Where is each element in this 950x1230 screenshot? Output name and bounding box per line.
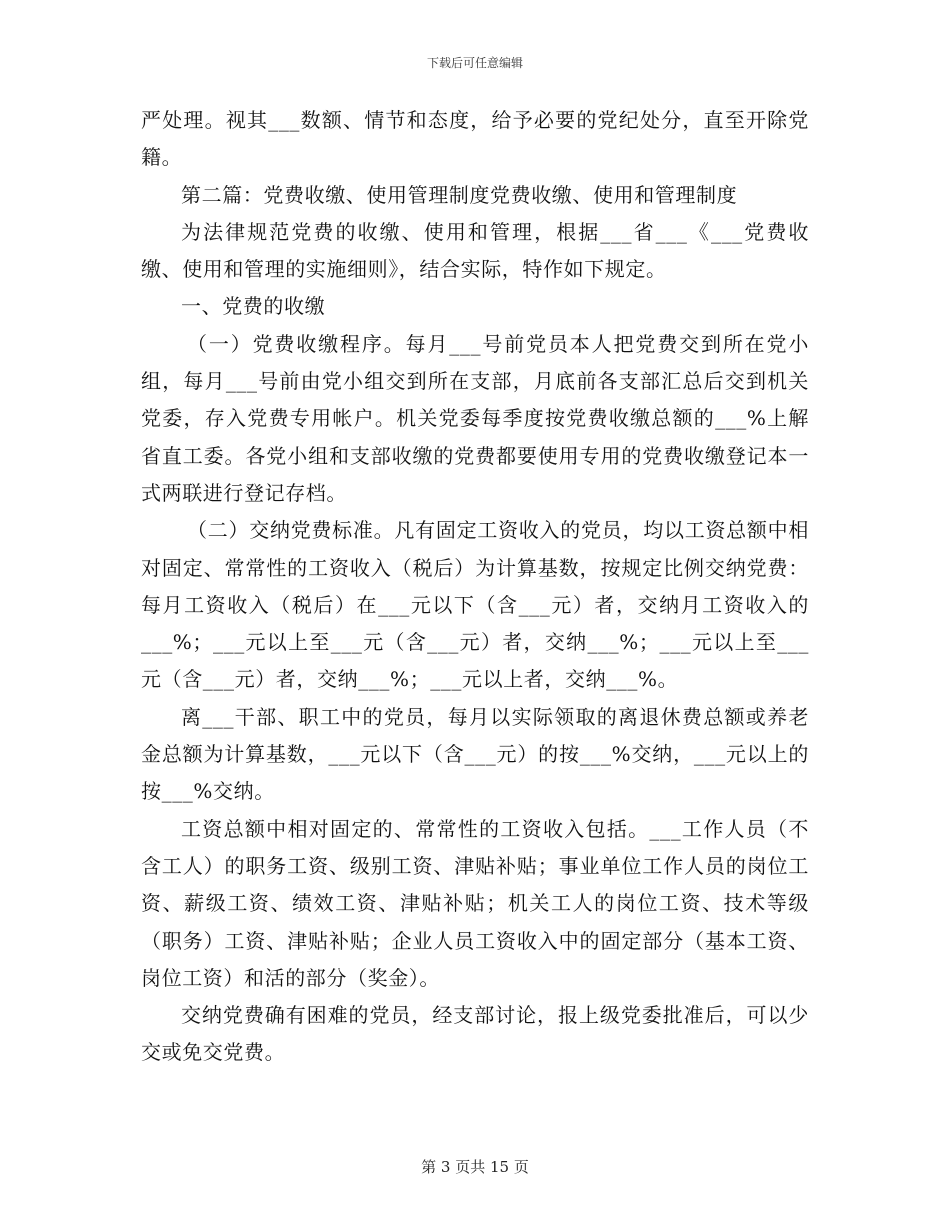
paragraph-intro: 为法律规范党费的收缴、使用和管理，根据___省___《___党费收缴、使用和管理的实施细则》，结合实际，特作如下规定。 — [141, 219, 809, 282]
paragraph-continuation: 严处理。视其___数额、情节和态度，给予必要的党纪处分，直至开除党籍。 — [141, 108, 809, 170]
paragraph-salary-composition: 工资总额中相对固定的、常常性的工资收入包括。___工作人员（不含工人）的职务工资、级别工资、津贴补贴；事业单位工作人员的岗位工资、薪级工资、绩效工资、津贴补贴；机关工人的岗位工资、技术等级（职务）工资、津贴补贴；企业人员工资收入中的固定部分（基本工资、岗位工资）和活的部分（奖金）。 — [141, 816, 809, 990]
section-heading-collection: 一、党费的收缴 — [181, 294, 326, 319]
document-body — [141, 102, 809, 1072]
section-title: 第二篇：党费收缴、使用管理制度党费收缴、使用和管理制度 — [181, 182, 738, 207]
paragraph-payment-standard: （二）交纳党费标准。凡有固定工资收入的党员，均以工资总额中相对固定、常常性的工资收入（税后）为计算基数，按规定比例交纳党费：每月工资收入（税后）在___元以下（含___元）者，交纳月工资收入的___%；___元以上至___元（含___元）者，交纳___%；___元以上至___元（含___元）者，交纳___%；___元以上者，交纳___%。 — [141, 518, 809, 692]
page-number: 第 3 页共 15 页 — [421, 1158, 529, 1176]
paragraph-hardship: 交纳党费确有困难的党员，经支部讨论，报上级党委批准后，可以少交或免交党费。 — [141, 1003, 809, 1065]
paragraph-retired-members: 离___干部、职工中的党员，每月以实际领取的离退休费总额或养老金总额为计算基数，___元以下（含___元）的按___%交纳，___元以上的按___%交纳。 — [141, 704, 809, 804]
page-header: 下载后可任意编辑 — [426, 56, 523, 70]
paragraph-collection-procedure: （一）党费收缴程序。每月___号前党员本人把党费交到所在党小组，每月___号前由党小组交到所在支部，月底前各支部汇总后交到机关党委，存入党费专用帐户。机关党委每季度按党费收缴总额的___%上解省直工委。各党小组和支部收缴的党费都要使用专用的党费收缴登记本一式两联进行登记存档。 — [141, 331, 809, 505]
